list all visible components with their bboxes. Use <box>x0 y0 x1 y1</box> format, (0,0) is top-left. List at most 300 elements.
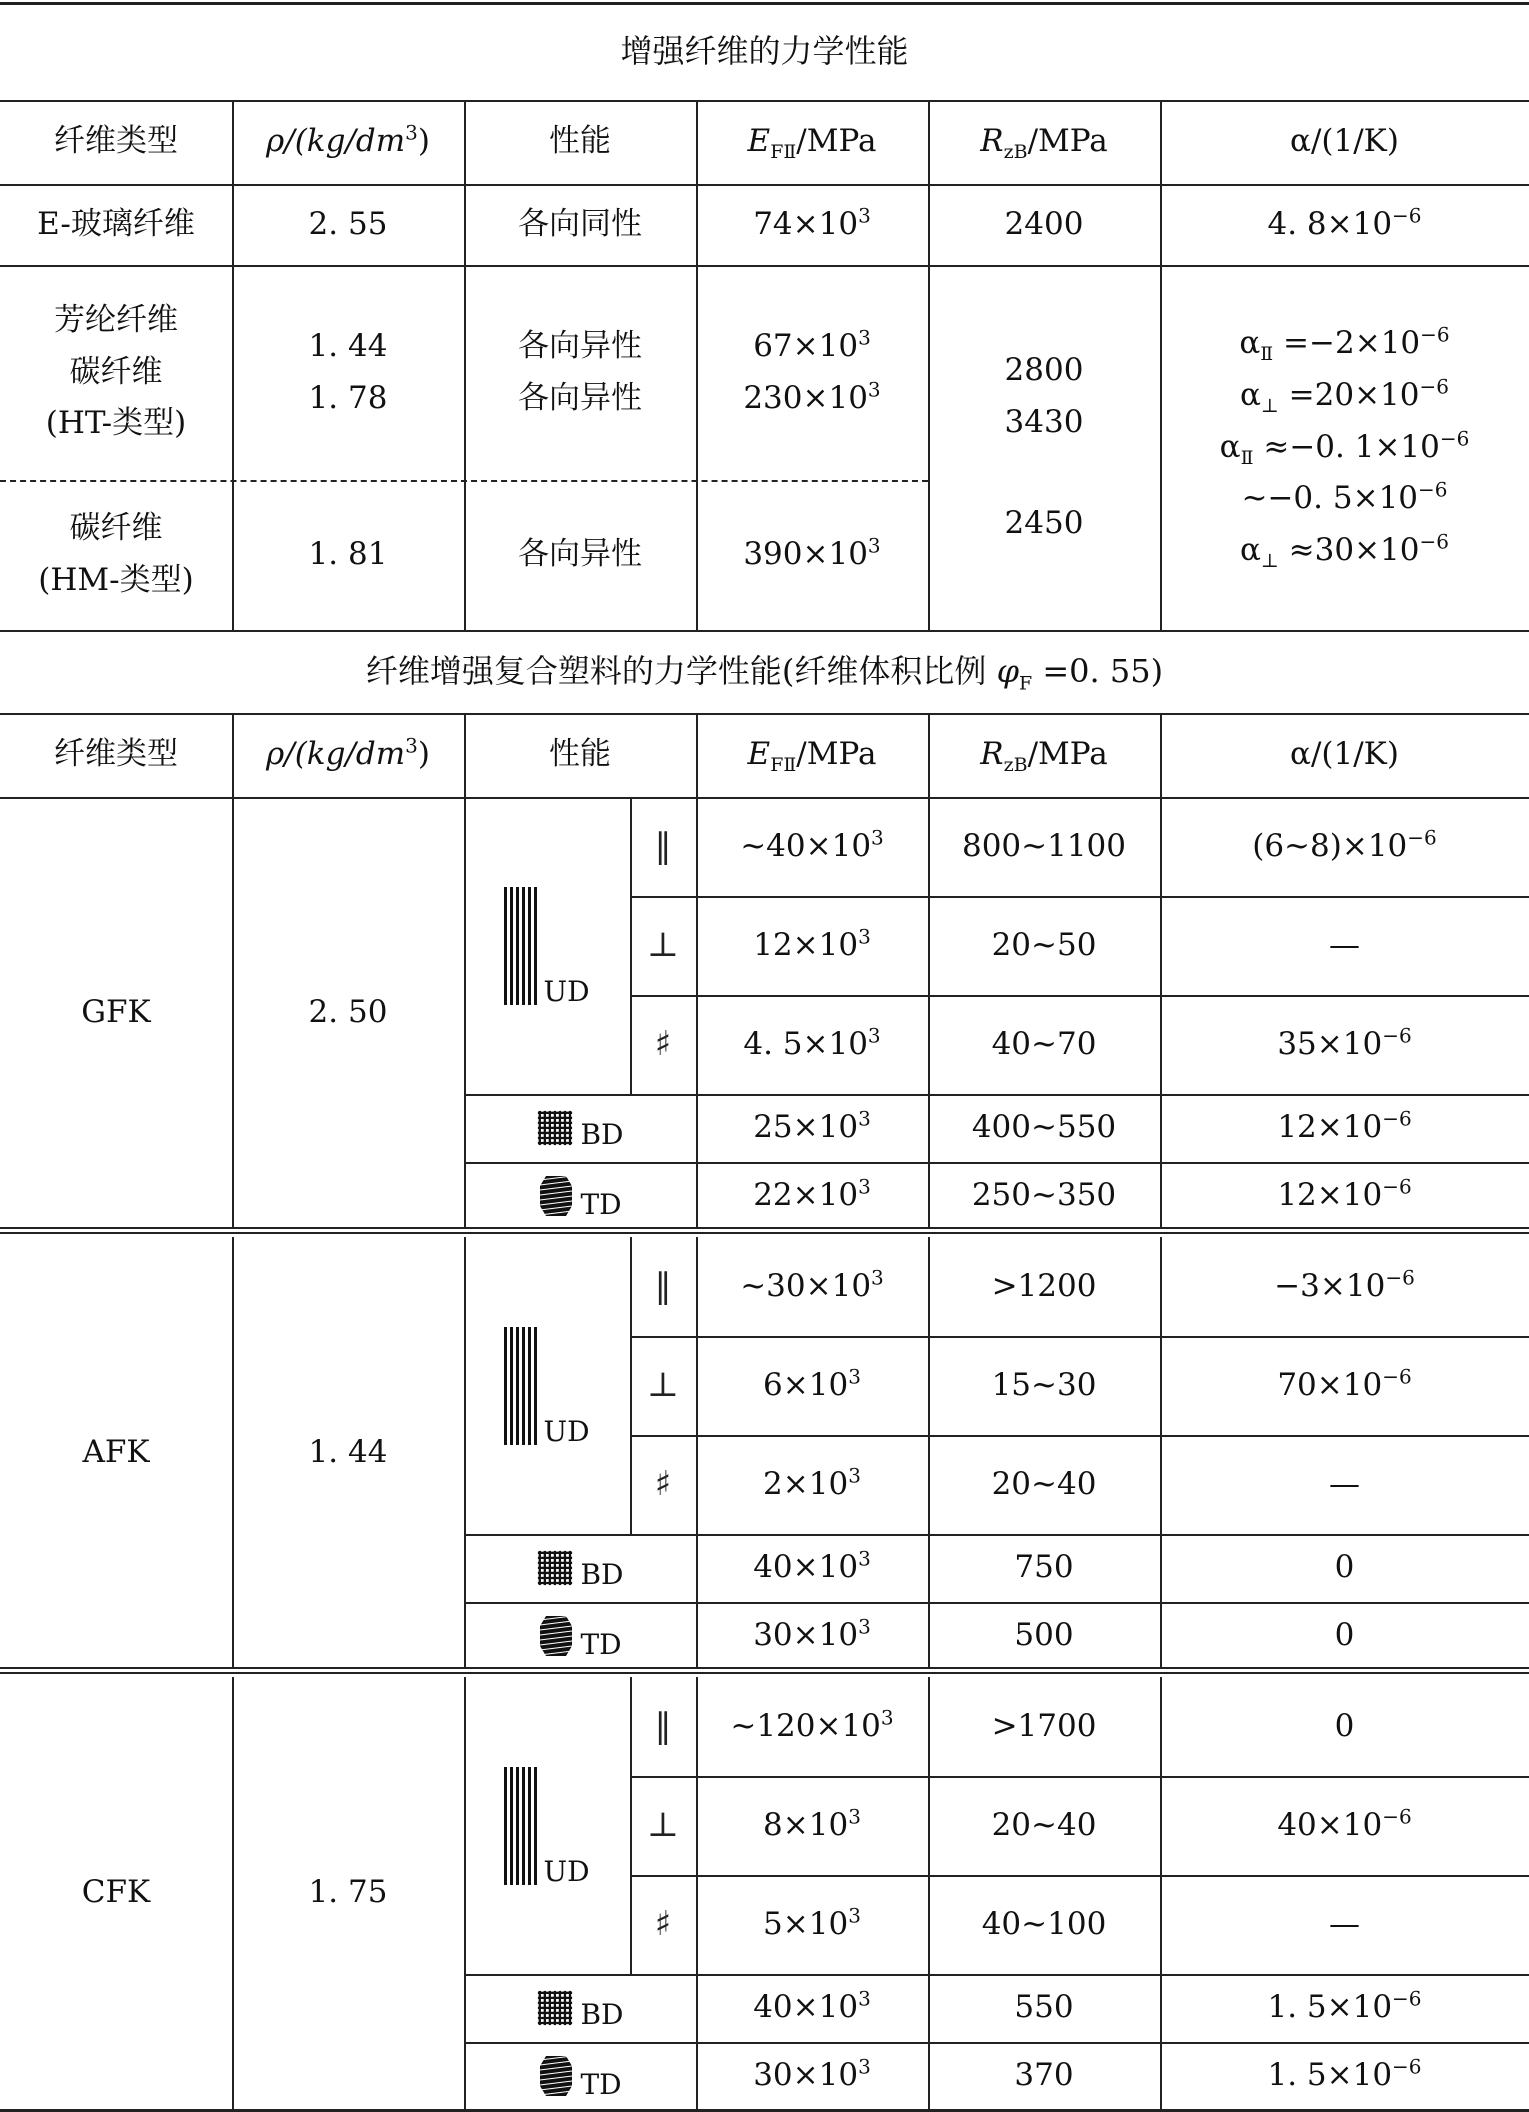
modulus-value-exp: 3 <box>848 1903 861 1928</box>
modulus-value-exp: 3 <box>880 1705 894 1730</box>
alpha-symbol: α <box>1239 377 1261 414</box>
modulus-value <box>763 1364 861 1404</box>
td-label: TD <box>580 1188 622 1222</box>
cell-alpha <box>1160 1776 1529 1875</box>
alpha-direction: Ⅱ <box>1260 343 1274 366</box>
alpha-expression <box>1219 426 1470 469</box>
ud-fabric-icon <box>504 887 537 1005</box>
bd-label: BD <box>580 1997 624 2031</box>
cell-ef <box>696 896 928 995</box>
alpha-value <box>1329 1467 1360 1503</box>
strength-value: 40~70 <box>991 1025 1097 1062</box>
cell-rzb <box>928 1602 1160 1669</box>
grid-line-vertical <box>928 1677 930 2109</box>
cell-rzb <box>928 1534 1160 1602</box>
alpha-value-base: 12×10 <box>1277 1109 1383 1146</box>
alpha-value-base: — <box>1329 1905 1360 1942</box>
alpha-value <box>1267 1986 1422 2026</box>
cell-alpha <box>1160 1875 1529 1974</box>
direction-symbol: ♯ <box>654 1023 672 1064</box>
ud-fiber-line <box>510 1327 513 1445</box>
header-strength-text <box>980 736 1108 777</box>
alpha-value-base: — <box>1329 926 1360 963</box>
cell-text: 碳纤维 <box>69 510 163 547</box>
td-fabric-cell <box>464 2042 696 2109</box>
strength-value: 40~100 <box>981 1905 1107 1942</box>
cell-ef <box>696 1237 928 1336</box>
cell-ef <box>696 1602 928 1669</box>
cell-alpha <box>1160 2042 1529 2109</box>
bd-fabric-cell <box>464 1974 696 2042</box>
cell-rzb <box>928 797 1160 896</box>
strength-value: 15~30 <box>991 1366 1097 1403</box>
grid-line-horizontal <box>630 995 1529 997</box>
cell-text: (HM-类型) <box>38 562 194 598</box>
cell-prop <box>464 184 696 265</box>
cell-ef <box>696 1974 928 2042</box>
grid-line-vertical <box>232 713 234 797</box>
cell-prop-aramid-ht-stack <box>518 321 642 424</box>
alpha-expression <box>1239 529 1449 573</box>
cell-text: 2450 <box>1004 505 1084 542</box>
section2-title-prefix: 纤维增强复合塑料的力学性能(纤维体积比例 <box>365 652 997 691</box>
ud-fiber-line <box>528 1327 531 1445</box>
cell-ef <box>696 1534 928 1602</box>
header-density <box>232 100 464 184</box>
ud-fabric-icon <box>504 1767 537 1885</box>
modulus-value <box>753 325 871 365</box>
direction-symbol: ♯ <box>654 1903 672 1944</box>
alpha-expression <box>1239 323 1450 366</box>
alpha-value-base: (6~8)×10 <box>1252 827 1408 864</box>
modulus-value-exp: 3 <box>848 1804 861 1829</box>
cell-text: 2. 55 <box>308 205 388 242</box>
modulus-value-base: 30×10 <box>753 2056 859 2093</box>
grid-line-vertical <box>696 1237 698 1669</box>
alpha-value: ≈30×10 <box>1278 531 1420 568</box>
cell-type <box>0 184 232 265</box>
bd-fabric-cell <box>464 1094 696 1162</box>
cell-rho <box>232 184 464 265</box>
cell-text: 碳纤维 <box>69 353 163 390</box>
cell-ef <box>696 797 928 896</box>
cell-prop-hm-stack <box>518 529 642 581</box>
cell-text: 3430 <box>1004 403 1084 440</box>
cell-type-aramid-ht <box>0 265 232 480</box>
bd-fabric-label <box>536 1989 624 2031</box>
alpha-value-exp: −6 <box>1392 1986 1422 2011</box>
direction-symbol: ‖ <box>654 1705 672 1746</box>
cell-rzb <box>928 896 1160 995</box>
alpha-expression <box>1241 477 1448 517</box>
modulus-value-base: 67×10 <box>753 327 859 364</box>
cell-rzb <box>928 1974 1160 2042</box>
grid-line-vertical <box>232 1677 234 2109</box>
header-property <box>464 713 696 797</box>
grid-line-vertical <box>464 797 466 1229</box>
cell-alpha-merged <box>1160 265 1529 630</box>
td-fabric-icon <box>538 2054 574 2098</box>
ud-fabric-cell <box>464 797 630 1094</box>
strength-value: >1200 <box>991 1267 1097 1304</box>
strength-value: 250~350 <box>971 1176 1117 1213</box>
header-text: 纤维类型 <box>54 736 178 773</box>
bd-label: BD <box>580 1557 624 1591</box>
alpha-value-exp: −6 <box>1407 825 1437 850</box>
strength-value: 400~550 <box>971 1109 1117 1146</box>
header-fiber-type <box>0 100 232 184</box>
alpha-value-exp: −6 <box>1382 1804 1412 1829</box>
ud-fiber-line <box>528 887 531 1005</box>
header-expansion <box>1160 713 1529 797</box>
header-modulus-sub: FⅡ <box>770 141 797 164</box>
ud-fiber-line <box>516 1767 519 1885</box>
grid-line-vertical <box>464 1237 466 1669</box>
alpha-value <box>1277 1023 1412 1063</box>
modulus-value-base: ~120×10 <box>730 1707 881 1744</box>
modulus-value-exp: 3 <box>867 377 881 402</box>
ud-fiber-line <box>510 887 513 1005</box>
strength-value: 370 <box>1014 2056 1074 2093</box>
alpha-direction: ⊥ <box>1260 395 1279 418</box>
grid-line-vertical <box>696 713 698 797</box>
ud-fabric-label <box>504 887 590 1009</box>
alpha-value-base: 12×10 <box>1277 1176 1383 1213</box>
alpha-value-exp: −6 <box>1392 2054 1422 2079</box>
alpha-value: ≈−0. 1×10 <box>1253 428 1440 465</box>
cell-alpha <box>1160 1336 1529 1435</box>
cell-alpha <box>1160 896 1529 995</box>
alpha-exp: −6 <box>1419 529 1449 554</box>
header-density-close: ) <box>417 123 430 160</box>
header-text: 性能 <box>549 736 611 773</box>
alpha-symbol: α <box>1239 531 1261 568</box>
modulus-value-base: 40×10 <box>753 1989 859 2026</box>
alpha-value <box>1329 928 1360 964</box>
modulus-value-base: 8×10 <box>763 1806 849 1843</box>
direction-symbol: ‖ <box>654 825 672 866</box>
grid-line-horizontal <box>630 1435 1529 1437</box>
modulus-value <box>763 1903 861 1943</box>
ud-fiber-line <box>504 1327 507 1445</box>
header-modulus-text <box>747 736 877 777</box>
grid-line-vertical <box>630 1677 632 1974</box>
grid-line-vertical <box>928 100 930 630</box>
cell-ef-hm-stack <box>743 529 880 581</box>
section2-title-text <box>365 652 1164 695</box>
modulus-value-base: 4. 5×10 <box>743 1025 868 1062</box>
modulus-value <box>753 1614 871 1654</box>
modulus-value-base: 12×10 <box>753 926 859 963</box>
header-text: α/(1/K) <box>1290 123 1399 160</box>
strength-value: >1700 <box>991 1707 1097 1744</box>
modulus-value-exp: 3 <box>858 924 871 949</box>
grid-line-horizontal <box>464 1162 1529 1164</box>
direction-cross <box>630 1435 696 1534</box>
modulus-value <box>753 203 871 243</box>
cell-rzb <box>928 1336 1160 1435</box>
modulus-value <box>743 533 881 573</box>
header-modulus-unit: /MPa <box>796 736 877 773</box>
modulus-value <box>753 1546 871 1586</box>
modulus-value <box>753 1986 871 2026</box>
grid-line-horizontal <box>464 1534 1529 1536</box>
ud-label: UD <box>543 1415 590 1449</box>
cell-rho-aramid-ht <box>232 265 464 480</box>
grid-line-vertical <box>232 1237 234 1669</box>
direction-symbol: ⊥ <box>647 1364 679 1405</box>
cell-rzb <box>928 1677 1160 1776</box>
ud-fiber-line <box>534 1767 537 1885</box>
td-label: TD <box>580 2068 622 2102</box>
cell-alpha <box>1160 1237 1529 1336</box>
bd-fabric-cell <box>464 1534 696 1602</box>
cell-text: 各向异性 <box>518 327 642 364</box>
cell-ef <box>696 1435 928 1534</box>
section2-title-suffix: =0. 55) <box>1032 652 1164 691</box>
cell-ef <box>696 1875 928 1974</box>
cell-text: (HT-类型) <box>45 405 187 442</box>
bd-fabric-icon <box>536 1989 574 2027</box>
cell-text: E-玻璃纤维 <box>37 205 195 242</box>
header-modulus-unit: /MPa <box>796 123 877 160</box>
section2-title-sub: F <box>1019 672 1033 695</box>
group-name: GFK <box>81 994 151 1031</box>
td-fabric-icon <box>538 1174 574 1218</box>
header-density-base: ρ/(kg/dm <box>266 123 406 160</box>
strength-value: 750 <box>1014 1549 1074 1586</box>
cell-type-aramid-ht-stack <box>46 295 186 450</box>
ud-fiber-line <box>516 1327 519 1445</box>
header-strength-symbol: R <box>980 123 1004 160</box>
direction-cross <box>630 1875 696 1974</box>
grid-line-horizontal <box>464 2042 1529 2044</box>
ud-fiber-line <box>504 1767 507 1885</box>
alpha-value-exp: −6 <box>1382 1023 1412 1048</box>
section1-title-text: 增强纤维的力学性能 <box>620 31 909 70</box>
grid-line-horizontal <box>464 1602 1529 1604</box>
bd-fabric-icon <box>536 1549 574 1587</box>
modulus-value-exp: 3 <box>858 325 871 350</box>
modulus-value <box>763 1463 861 1503</box>
section1-title <box>0 2 1529 100</box>
header-density-text <box>266 120 430 160</box>
alpha-value <box>1267 203 1422 243</box>
header-strength-sub: zB <box>1003 141 1028 164</box>
cell-alpha <box>1160 995 1529 1094</box>
cell-alpha <box>1160 1094 1529 1162</box>
modulus-value-base: 40×10 <box>753 1549 859 1586</box>
cell-prop-hm <box>464 480 696 630</box>
cell-ef <box>696 2042 928 2109</box>
header-strength <box>928 100 1160 184</box>
alpha-direction: Ⅱ <box>1240 446 1254 469</box>
direction-perp <box>630 1336 696 1435</box>
cell-rho-aramid-ht-stack <box>309 321 388 424</box>
ud-label: UD <box>543 975 590 1009</box>
cell-text: 2400 <box>1004 205 1084 242</box>
td-fabric-cell <box>464 1602 696 1669</box>
alpha-value: =20×10 <box>1278 377 1420 414</box>
grid-line-vertical <box>928 797 930 1229</box>
alpha-value-base: 35×10 <box>1277 1025 1383 1062</box>
td-fabric-cell <box>464 1162 696 1229</box>
cell-rzb <box>928 1435 1160 1534</box>
grid-line-vertical <box>232 100 234 630</box>
cell-ef <box>696 1776 928 1875</box>
ud-fabric-label <box>504 1767 590 1889</box>
modulus-value-base: 390×10 <box>743 536 868 573</box>
modulus-value-exp: 3 <box>858 1106 871 1131</box>
header-text: α/(1/K) <box>1290 736 1399 773</box>
modulus-value <box>740 825 884 865</box>
cell-alpha <box>1160 1162 1529 1229</box>
alpha-value <box>1335 1709 1355 1745</box>
alpha-value-base: 0 <box>1334 1707 1355 1744</box>
cell-alpha <box>1160 1534 1529 1602</box>
cell-rzb <box>928 1094 1160 1162</box>
header-modulus-symbol: E <box>747 736 771 773</box>
header-strength-symbol: R <box>980 736 1004 773</box>
modulus-value <box>763 1804 861 1844</box>
alpha-value <box>1277 1174 1412 1214</box>
cell-alpha <box>1160 1602 1529 1669</box>
cell-ef <box>696 1162 928 1229</box>
header-text: 性能 <box>549 123 611 160</box>
group-density <box>232 797 464 1229</box>
cell-alpha-stack <box>1220 318 1470 576</box>
modulus-value-base: 30×10 <box>753 1616 859 1653</box>
modulus-value-exp: 3 <box>858 1546 871 1571</box>
alpha-value <box>1274 1265 1415 1305</box>
direction-symbol: ⊥ <box>647 924 679 965</box>
cell-text: 各向异性 <box>518 536 642 573</box>
direction-perp <box>630 1776 696 1875</box>
section2-title <box>0 630 1529 713</box>
ud-label: UD <box>543 1855 590 1889</box>
cell-rzb <box>928 995 1160 1094</box>
cell-text: 2800 <box>1004 352 1084 389</box>
group-name: CFK <box>81 1874 151 1911</box>
direction-symbol: ‖ <box>654 1265 672 1306</box>
direction-perp <box>630 896 696 995</box>
cell-text: 各向异性 <box>518 379 642 416</box>
modulus-value-base: ~30×10 <box>740 1267 872 1304</box>
cell-ef-hm <box>696 480 928 630</box>
cell-rzb-stack <box>1005 345 1084 550</box>
cell-rzb <box>928 1776 1160 1875</box>
cell-rzb <box>928 1162 1160 1229</box>
modulus-value <box>743 1023 881 1063</box>
ud-fiber-line <box>534 1327 537 1445</box>
header-density-close: ) <box>417 736 430 773</box>
td-fabric-label <box>538 1614 622 1662</box>
strength-value: 800~1100 <box>961 827 1127 864</box>
alpha-value-base: 4. 8×10 <box>1267 205 1393 242</box>
cell-text: 各向同性 <box>518 205 642 242</box>
modulus-value-exp: 3 <box>848 1463 861 1488</box>
modulus-value-exp: 3 <box>858 1614 871 1639</box>
direction-par <box>630 1237 696 1336</box>
strength-value: 20~40 <box>991 1465 1097 1502</box>
alpha-value-base: — <box>1329 1465 1360 1502</box>
cell-rzb <box>928 1237 1160 1336</box>
alpha-value-exp: −6 <box>1382 1174 1412 1199</box>
alpha-value-base: 1. 5×10 <box>1267 1989 1393 2026</box>
td-fabric-label <box>538 2054 622 2102</box>
modulus-value-exp: 3 <box>858 203 871 228</box>
modulus-value-base: 2×10 <box>763 1465 849 1502</box>
grid-line-vertical <box>696 1677 698 2109</box>
direction-par <box>630 1677 696 1776</box>
grid-line-horizontal <box>630 1875 1529 1877</box>
cell-text: 1. 78 <box>308 379 388 416</box>
ud-fabric-icon <box>504 1327 537 1445</box>
group-name-afk <box>0 1237 232 1669</box>
header-density-text <box>266 733 430 773</box>
grid-line-vertical <box>464 1677 466 2109</box>
header-modulus-text <box>747 123 877 164</box>
grid-line-horizontal <box>0 1232 1529 1234</box>
ud-fiber-line <box>522 887 525 1005</box>
section2-title-phi: φ <box>996 652 1019 691</box>
group-density <box>232 1237 464 1669</box>
bd-fabric-label <box>536 1109 624 1151</box>
grid-line-vertical <box>1160 1677 1162 2109</box>
alpha-value: ~−0. 5×10 <box>1241 480 1419 517</box>
modulus-value-exp: 3 <box>871 1265 884 1290</box>
alpha-value <box>1277 1364 1412 1404</box>
alpha-value <box>1277 1106 1412 1146</box>
modulus-value <box>740 1265 884 1305</box>
grid-line-vertical <box>696 100 698 630</box>
alpha-exp: −6 <box>1419 374 1449 399</box>
grid-line-vertical <box>464 713 466 797</box>
alpha-value <box>1252 825 1437 865</box>
cell-alpha <box>1160 1435 1529 1534</box>
bd-fabric-label <box>536 1549 624 1591</box>
ud-fiber-line <box>522 1327 525 1445</box>
grid-line-horizontal <box>464 1094 1529 1096</box>
alpha-value <box>1329 1907 1360 1943</box>
cell-text: 芳纶纤维 <box>53 302 178 339</box>
header-strength <box>928 713 1160 797</box>
modulus-value-base: 74×10 <box>753 205 859 242</box>
grid-line-vertical <box>928 1237 930 1669</box>
alpha-value-exp: −6 <box>1382 1106 1412 1131</box>
grid-line-vertical <box>1160 1237 1162 1669</box>
alpha-value <box>1335 1618 1355 1654</box>
modulus-value-exp: 3 <box>867 533 881 558</box>
modulus-value-base: 6×10 <box>763 1366 849 1403</box>
ud-fiber-line <box>522 1767 525 1885</box>
cell-ef-aramid-ht-stack <box>743 321 880 424</box>
alpha-value-exp: −6 <box>1392 203 1422 228</box>
modulus-value-exp: 3 <box>871 825 884 850</box>
cell-type-hm-stack <box>38 503 193 606</box>
header-property <box>464 100 696 184</box>
direction-cross <box>630 995 696 1094</box>
modulus-value <box>753 924 871 964</box>
strength-value: 500 <box>1014 1616 1074 1653</box>
modulus-value-base: 25×10 <box>753 1109 859 1146</box>
group-name: AFK <box>82 1434 150 1471</box>
header-modulus <box>696 100 928 184</box>
direction-symbol: ⊥ <box>647 1804 679 1845</box>
grid-line-vertical <box>1160 100 1162 630</box>
grid-line-vertical <box>464 100 466 630</box>
alpha-value-base: 1. 5×10 <box>1267 2056 1393 2093</box>
